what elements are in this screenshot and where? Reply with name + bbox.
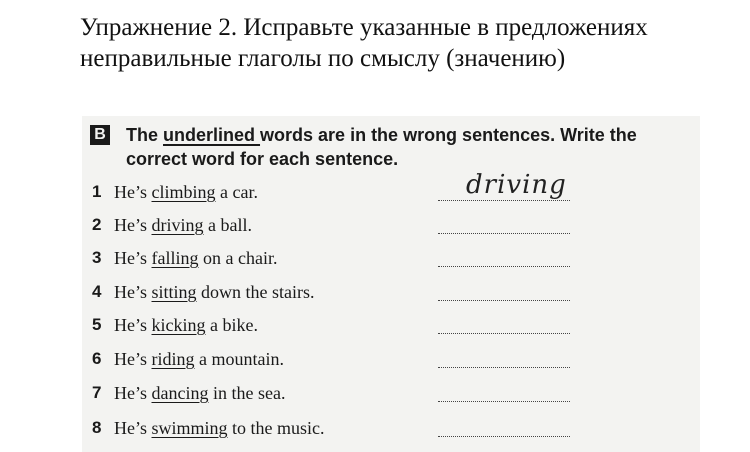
answer-line[interactable] — [438, 266, 570, 267]
exercise-item — [92, 349, 692, 375]
item-number: 1 — [92, 182, 102, 201]
answer-line[interactable] — [438, 233, 570, 234]
item-sentence — [114, 349, 284, 370]
sentence-start: He’s — [114, 315, 152, 335]
underlined-verb: falling — [151, 248, 199, 268]
underlined-verb: driving — [151, 215, 204, 235]
handwritten-answer: driving — [466, 170, 567, 200]
sentence-start: He’s — [114, 182, 152, 202]
instruction-text-start: The — [126, 125, 164, 145]
underlined-verb: kicking — [151, 315, 206, 335]
sentence-end: in the sea. — [208, 383, 286, 403]
underlined-verb: swimming — [151, 418, 228, 438]
sentence-start: He’s — [114, 383, 152, 403]
exercise-scan — [82, 116, 700, 452]
exercise-item — [92, 418, 692, 444]
sentence-start: He’s — [114, 248, 152, 268]
item-number: 5 — [92, 315, 102, 334]
item-sentence — [114, 248, 277, 269]
sentence-end: down the stairs. — [196, 282, 315, 302]
instruction-underlined-word: underlined — [163, 125, 261, 145]
sentence-end: a ball. — [203, 215, 252, 235]
answer-line[interactable] — [438, 436, 570, 437]
answer-line[interactable] — [438, 401, 570, 402]
underlined-verb: climbing — [151, 182, 216, 202]
item-number: 6 — [92, 349, 102, 368]
task-heading: Упражнение 2. Исправьте указанные в предложениях неправильные глаголы по смыслу (значению) — [80, 14, 648, 72]
sentence-start: He’s — [114, 282, 152, 302]
answer-line[interactable] — [438, 300, 570, 301]
item-number: 8 — [92, 418, 102, 437]
exercise-item — [92, 215, 692, 241]
section-badge: B — [90, 125, 110, 145]
underlined-verb: riding — [151, 349, 195, 369]
item-number: 2 — [92, 215, 102, 234]
item-sentence — [114, 383, 285, 404]
item-number: 3 — [92, 248, 102, 267]
item-sentence — [114, 182, 258, 203]
answer-line[interactable] — [438, 367, 570, 368]
item-number: 7 — [92, 383, 102, 402]
sentence-end: to the music. — [227, 418, 325, 438]
answer-line[interactable] — [438, 333, 570, 334]
instruction-text-end: words are in the wrong sentences. Write the correct word for each sentence. — [126, 125, 637, 169]
underlined-verb: dancing — [151, 383, 209, 403]
exercise-instruction — [126, 123, 700, 171]
exercise-item — [92, 170, 692, 208]
exercise-item — [92, 383, 692, 409]
item-sentence — [114, 418, 325, 439]
item-sentence — [114, 315, 258, 336]
answer-line[interactable] — [438, 200, 570, 201]
sentence-end: a mountain. — [194, 349, 284, 369]
underlined-verb: sitting — [151, 282, 197, 302]
sentence-start: He’s — [114, 418, 152, 438]
sentence-start: He’s — [114, 349, 152, 369]
item-sentence — [114, 215, 252, 236]
sentence-end: a bike. — [205, 315, 258, 335]
sentence-end: on a chair. — [198, 248, 278, 268]
item-number: 4 — [92, 282, 102, 301]
item-sentence — [114, 282, 315, 303]
sentence-end: a car. — [215, 182, 258, 202]
exercise-item — [92, 315, 692, 341]
exercise-item — [92, 248, 692, 274]
sentence-start: He’s — [114, 215, 152, 235]
exercise-item — [92, 282, 692, 308]
